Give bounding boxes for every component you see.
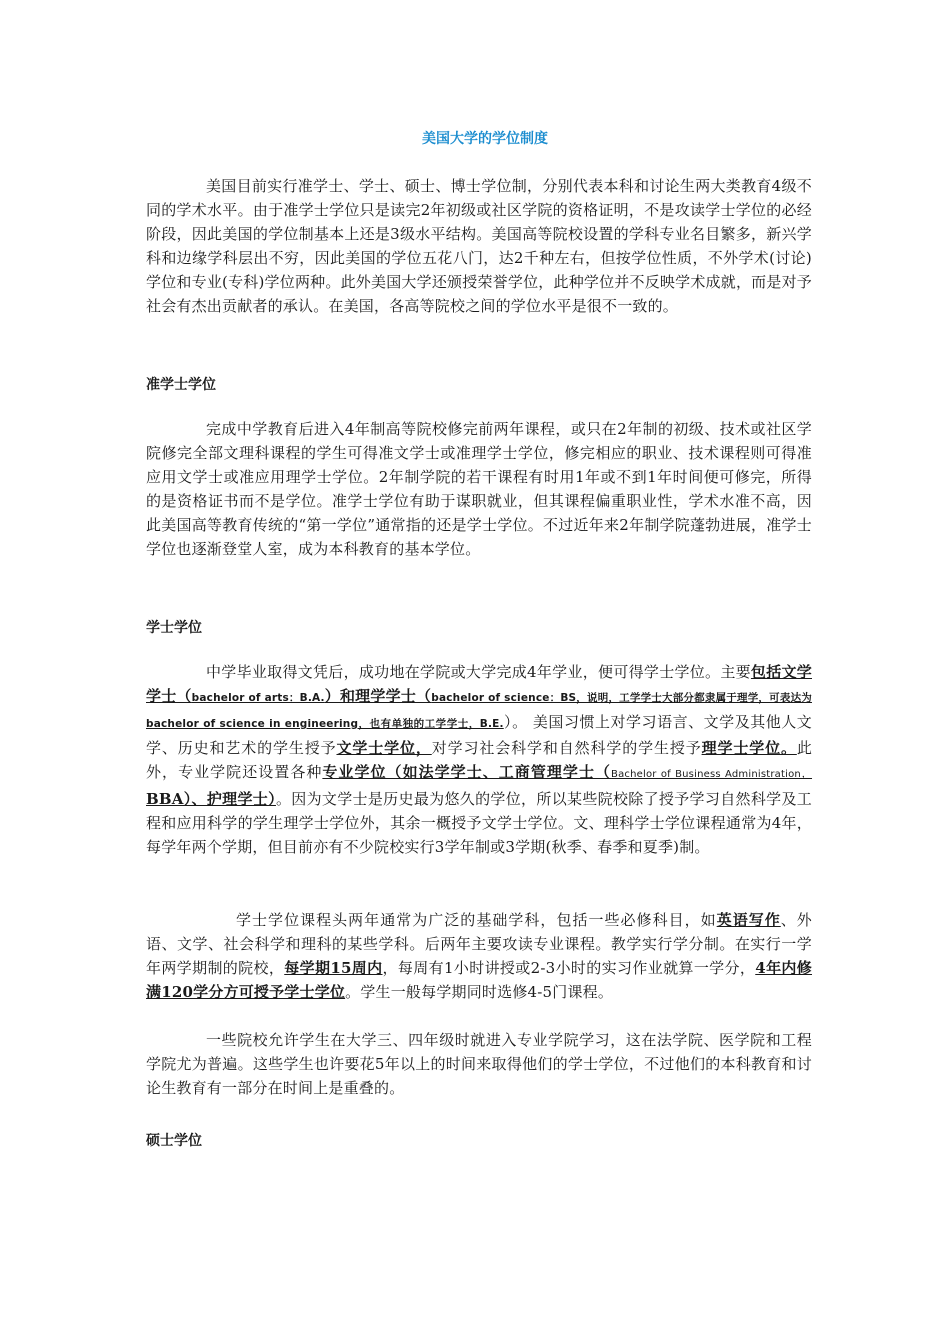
bachelor-paragraph-2: [146, 908, 812, 1004]
text-segment: ，每周有1小时讲授或2-3小时的实习作业就算一学分，: [382, 959, 756, 977]
link-bachelor-types[interactable]: 包括文学学士（: [146, 663, 812, 705]
text-segment: 。学生一般每学期同时选修4-5门课程。: [345, 983, 614, 1001]
text-segment: 学士学位课程头两年通常为广泛的基础学科，包括一些必修科目，如: [236, 911, 717, 929]
text-segment: 对学习社会科学和自然科学的学生授予: [431, 739, 702, 757]
heading-bachelor-degree: 学士学位: [146, 620, 202, 636]
text-and-bs[interactable]: ）和理学学士（: [324, 687, 432, 705]
bachelor-paragraph-3: 一些院校允许学生在大学三、四年级时就进入专业学院学习，这在法学院、医学院和工程学院尤为普遍。这些学生也许要花5年以上的时间来取得他们的学士学位，不过他们的本科教育和讨论生教育有一部分在时间上是重叠的。: [146, 1031, 812, 1097]
link-bachelor-of-science[interactable]: 理学士学位。: [701, 739, 797, 757]
text-segment: 。因为文学士是历史最为悠久的学位，所以某些院校除了授予学习自然科学及工程和应用科学的学生理学士学位外，其余一概授予文学士学位。文、理科学士学位课程通常为4年，每学年两个学期，但目前亦有不少院校实行3学年制或3学期(秋季、春季和夏季)制。: [146, 790, 812, 856]
link-english-writing[interactable]: 英语写作: [716, 911, 781, 929]
text-segment: 、外语、文学、社会科学和理科的某些学科。后两年主要攻读专业课程。教学实行学分制。在实行一学年两学期制的院校，: [146, 911, 812, 977]
link-professional-degree[interactable]: 专业学位（如法学学士、工商管理学士（: [322, 763, 612, 781]
link-15-weeks[interactable]: 每学期15周内: [284, 959, 383, 977]
text-segment: 此外，专业学院还设置各种: [146, 739, 813, 781]
text-english-bs-note: bachelor of science：BS，说明，工学学士大部分都隶属于理学，可表达为bachelor of science in engineering，也有单独的工学学士，B.E.: [146, 692, 812, 730]
text-english-ba: bachelor of arts：B.A.: [191, 692, 325, 704]
link-bba-nursing[interactable]: BBA）、护理学士）: [146, 790, 276, 808]
associate-degree-paragraph: 完成中学教育后进入4年制高等院校修完前两年课程，或只在2年制的初级、技术或社区学院修完全部文理科课程的学生可得准文学士或准理学士学位，修完相应的职业、技术课程则可得准应用文学士或准应用理学士学位。2年制学院的若干课程有时用1年或不到1年时间便可修完，所得的是资格证书而不是学位。准学士学位有助于谋职就业，但其课程偏重职业性，学术水准不高，因此美国高等教育传统的“第一学位”通常指的还是学士学位。不过近年来2年制学院蓬勃进展，准学士学位也逐渐登堂人室，成为本科教育的基本学位。: [146, 420, 812, 558]
heading-associate-degree: 准学士学位: [146, 377, 216, 393]
text-bba-english: Bachelor of Business Administration，: [611, 769, 813, 780]
text-segment: 中学毕业取得文凭后，成功地在学院或大学完成4年学业，便可得学士学位。主要: [206, 663, 751, 681]
link-120-credits[interactable]: 4年内修满120学分方可授予学士学位: [146, 959, 812, 1001]
link-bachelor-of-arts[interactable]: 文学士学位，: [336, 739, 432, 757]
bachelor-paragraph-1: [146, 660, 812, 859]
heading-master-degree: 硕士学位: [146, 1133, 202, 1149]
intro-paragraph: 美国目前实行准学士、学士、硕士、博士学位制，分别代表本科和讨论生两大类教育4级不同的学术水平。由于准学士学位只是读完2年初级或社区学院的资格证明，不是攻读学士学位的必经阶段，因此美国的学位制基本上还是3级水平结构。美国高等院校设置的学科专业名目繁多，新兴学科和边缘学科层出不穷，因此美国的学位五花八门，达2千种左右，但按学位性质，不外学术(讨论)学位和专业(专科)学位两种。此外美国大学还颁授荣誉学位，此种学位并不反映学术成就，而是对予社会有杰出贡献者的承认。在美国，各高等院校之间的学位水平是很不一致的。: [146, 177, 812, 315]
document-title: 美国大学的学位制度: [422, 131, 548, 147]
text-segment: ）。 美国习惯上对学习语言、文学及其他人文学、历史和艺术的学生授予: [146, 713, 812, 757]
